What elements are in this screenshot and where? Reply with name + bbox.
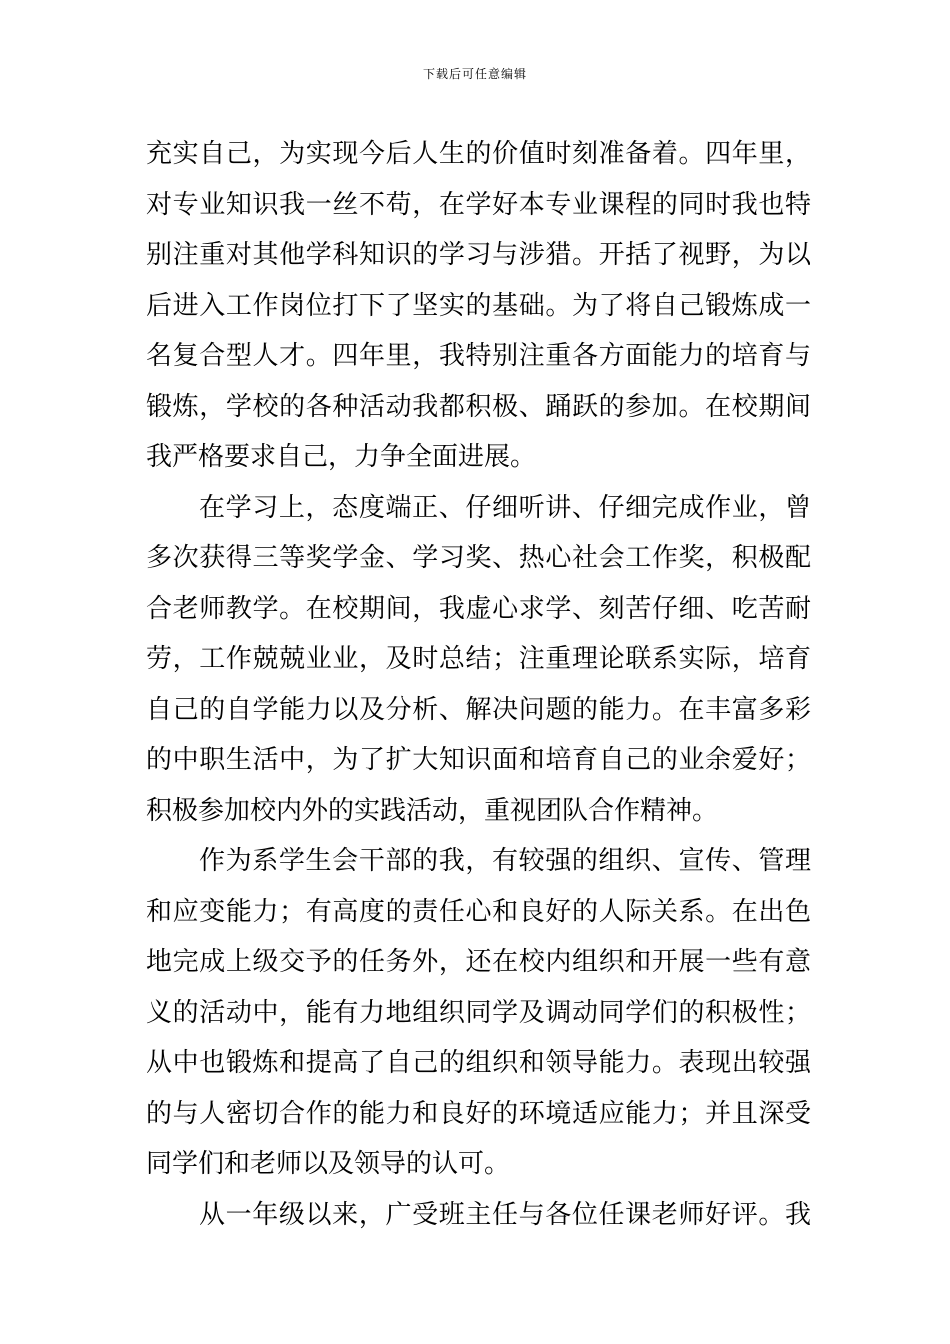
text-line: 充实自己，为实现今后人生的价值时刻准备着。四年里， [146,139,811,169]
paragraph [146,836,811,1190]
page-header: 下载后可任意编辑 [422,67,527,81]
text-line: 对专业知识我一丝不苟，在学好本专业课程的同时我也特 [146,189,811,220]
text-line: 多次获得三等奖学金、学习奖、热心社会工作奖，积极配 [146,543,811,573]
document-body [146,129,811,1240]
text-line: 的中职生活中，为了扩大知识面和培育自己的业余爱好； [146,745,811,775]
text-line: 从中也锻炼和提高了自己的组织和领导能力。表现出较强 [146,1048,811,1078]
text-line: 同学们和老师以及领导的认可。 [146,1149,511,1179]
text-line: 义的活动中，能有力地组织同学及调动同学们的积极性； [146,997,811,1028]
paragraph [146,1190,811,1241]
text-line: 积极参加校内外的实践活动，重视团队合作精神。 [146,795,719,826]
text-line: 从一年级以来，广受班主任与各位任课老师好评。我 [199,1199,811,1230]
text-line: 地完成上级交予的任务外，还在校内组织和开展一些有意 [146,947,811,977]
text-line: 名复合型人才。四年里，我特别注重各方面能力的培育与 [146,341,811,371]
text-line: 我严格要求自己，力争全面进展。 [146,442,537,472]
text-line: 后进入工作岗位打下了坚实的基础。为了将自己锻炼成一 [146,290,811,321]
text-line: 别注重对其他学科知识的学习与涉猎。开括了视野，为以 [146,240,811,270]
paragraph [146,483,811,837]
text-line: 锻炼，学校的各种活动我都积极、踊跃的参加。在校期间 [146,391,811,422]
text-line: 在学习上，态度端正、仔细听讲、仔细完成作业，曾 [199,492,811,523]
text-line: 的与人密切合作的能力和良好的环境适应能力；并且深受 [146,1098,811,1129]
text-line: 自己的自学能力以及分析、解决问题的能力。在丰富多彩 [146,694,811,725]
text-line: 作为系学生会干部的我，有较强的组织、宣传、管理 [199,846,811,876]
text-line: 合老师教学。在校期间，我虚心求学、刻苦仔细、吃苦耐 [146,593,811,624]
text-line: 和应变能力；有高度的责任心和良好的人际关系。在出色 [146,896,811,927]
text-line: 劳，工作兢兢业业，及时总结；注重理论联系实际，培育 [146,644,811,674]
paragraph [146,129,811,483]
